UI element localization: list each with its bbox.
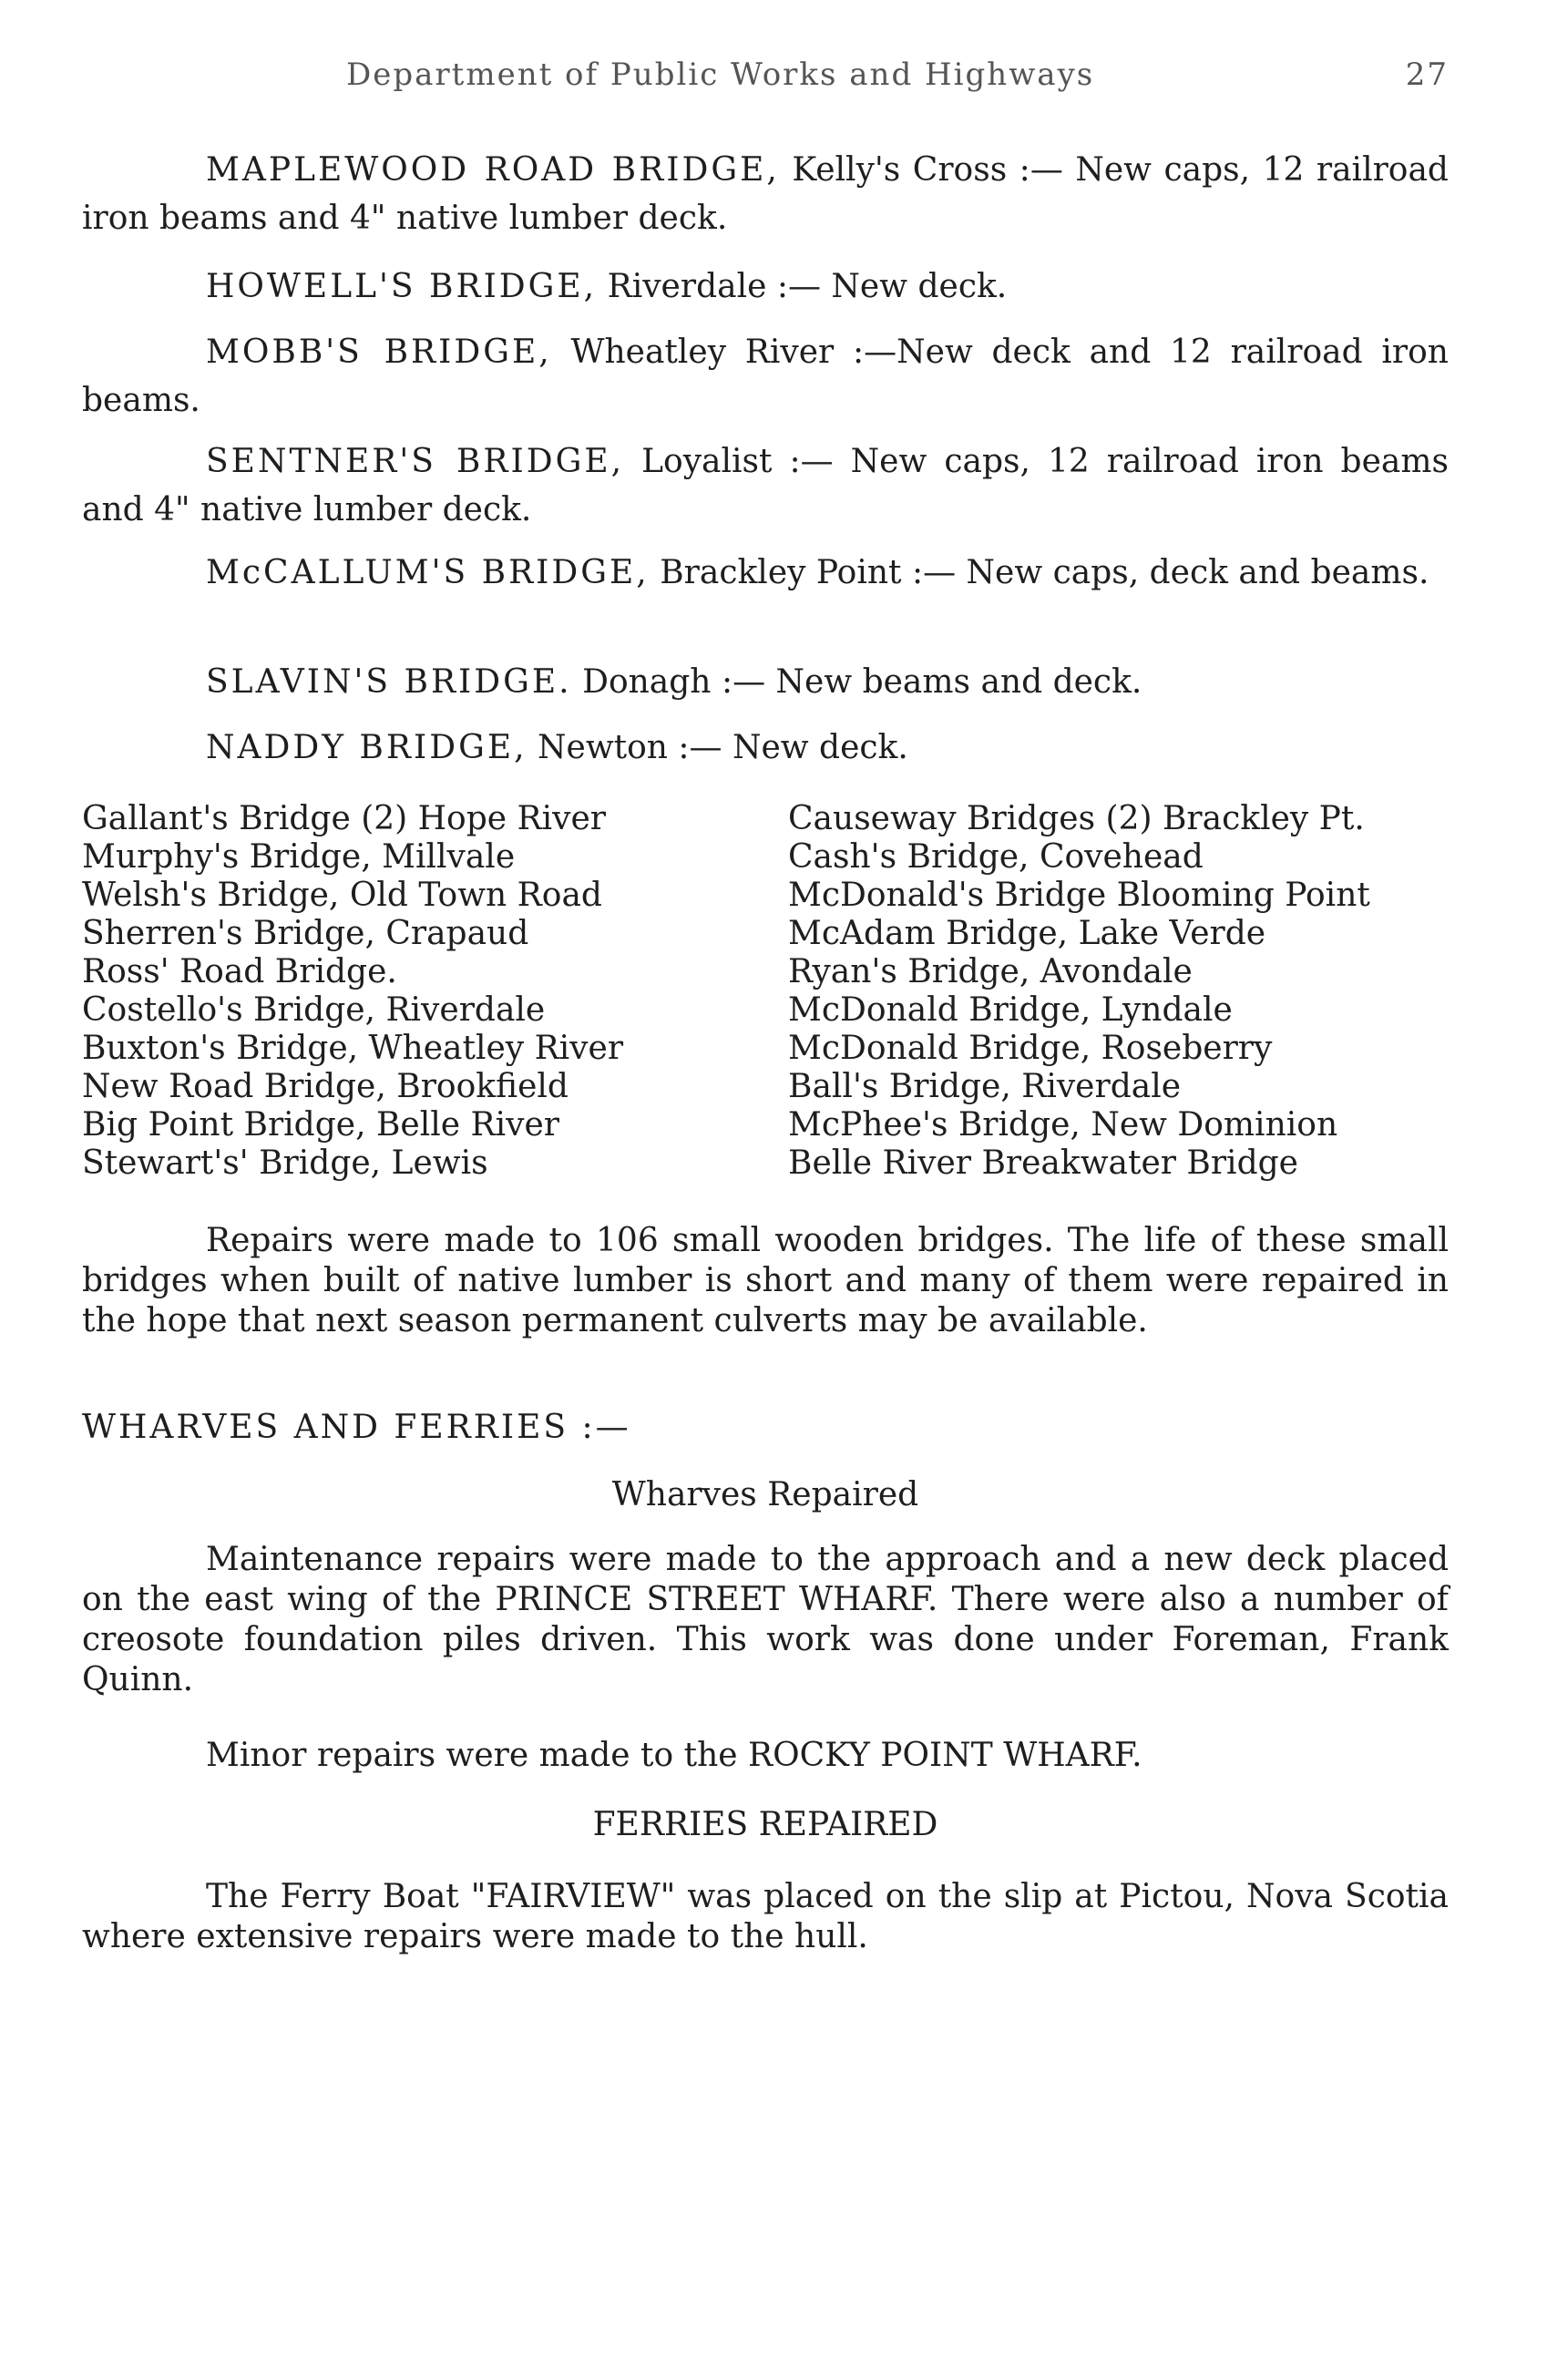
ferries-heading: FERRIES REPAIRED (592, 1806, 938, 1843)
header-title: Department of Public Works and Highways (346, 56, 1095, 93)
list-item: Sherren's Bridge, Crapaud (82, 915, 529, 952)
bridge-description: Loyalist :— New caps, 12 railroad iron beams and 4" native lumber deck. (82, 443, 1449, 528)
bridge-entry (82, 723, 1449, 772)
wharves-heading: WHARVES AND FERRIES :— (82, 1409, 631, 1446)
prince-street-paragraph: Maintenance repairs were made to the approach and a new deck placed on the east wing of the PRINCE STREET WHARF. There were also a number of creosote foundation piles driven. This work was done under Foreman, Frank Quinn. (82, 1541, 1449, 1698)
list-item: Cash's Bridge, Covehead (788, 838, 1204, 876)
small-bridges-paragraph: Repairs were made to 106 small wooden bridges. The life of these small bridges when built of native lumber is short and many of them were repaired in the hope that next season permanent culverts may be available. (82, 1222, 1449, 1339)
list-item: Stewart's' Bridge, Lewis (82, 1144, 488, 1182)
bridge-name: NADDY BRIDGE, (206, 729, 528, 766)
bridge-description: Newton :— New deck. (538, 729, 908, 766)
list-item: Costello's Bridge, Riverdale (82, 991, 546, 1029)
list-item: Causeway Bridges (2) Brackley Pt. (788, 800, 1365, 837)
list-item: Murphy's Bridge, Millvale (82, 838, 516, 876)
bridge-entry (82, 262, 1449, 311)
bridge-entry (82, 549, 1449, 597)
bridge-description: Kelly's Cross :— New caps, 12 railroad iron beams and 4" native lumber deck. (82, 151, 1449, 237)
bridge-list-right (788, 800, 1480, 1183)
wharves-subheading: Wharves Repaired (611, 1476, 919, 1513)
list-item: Gallant's Bridge (2) Hope River (82, 800, 606, 837)
bridge-name: SENTNER'S BRIDGE, (206, 443, 625, 480)
list-item: McDonald Bridge, Roseberry (788, 1030, 1273, 1067)
page-number: 27 (1405, 56, 1449, 93)
list-item: Big Point Bridge, Belle River (82, 1106, 559, 1144)
list-item: Ross' Road Bridge. (82, 953, 397, 990)
bridge-entry (82, 146, 1449, 242)
bridge-entry (82, 658, 1449, 706)
bridge-name: McCALLUM'S BRIDGE, (206, 554, 650, 591)
bridge-description: Brackley Point :— New caps, deck and beams. (660, 554, 1429, 591)
bridge-entry (82, 437, 1449, 534)
list-item: McDonald Bridge, Lyndale (788, 991, 1233, 1029)
list-item: McAdam Bridge, Lake Verde (788, 915, 1266, 952)
list-item: Ball's Bridge, Riverdale (788, 1068, 1182, 1105)
bridge-name: MOBB'S BRIDGE, (206, 333, 552, 371)
bridge-description: Riverdale :— New deck. (607, 268, 1008, 305)
list-item: Belle River Breakwater Bridge (788, 1144, 1298, 1182)
bridge-description: Donagh :— New beams and deck. (582, 663, 1142, 701)
list-item: Ryan's Bridge, Avondale (788, 953, 1193, 990)
bridge-name: HOWELL'S BRIDGE, (206, 268, 598, 305)
bridge-description: Wheatley River :—New deck and 12 railroad iron beams. (82, 333, 1449, 419)
list-item: McPhee's Bridge, New Dominion (788, 1106, 1338, 1144)
list-item: McDonald's Bridge Blooming Point (788, 877, 1370, 914)
ferry-paragraph: The Ferry Boat "FAIRVIEW" was placed on the slip at Pictou, Nova Scotia where extensive repairs were made to the hull. (82, 1878, 1449, 1955)
bridge-entry (82, 328, 1449, 425)
list-item: Welsh's Bridge, Old Town Road (82, 877, 602, 914)
bridge-list-left (82, 800, 793, 1183)
bridge-name: MAPLEWOOD ROAD BRIDGE, (206, 151, 780, 189)
list-item: Buxton's Bridge, Wheatley River (82, 1030, 624, 1067)
bridge-name: SLAVIN'S BRIDGE. (206, 663, 572, 701)
list-item: New Road Bridge, Brookfield (82, 1068, 569, 1105)
rocky-point-paragraph: Minor repairs were made to the ROCKY POINT WHARF. (206, 1737, 1142, 1774)
